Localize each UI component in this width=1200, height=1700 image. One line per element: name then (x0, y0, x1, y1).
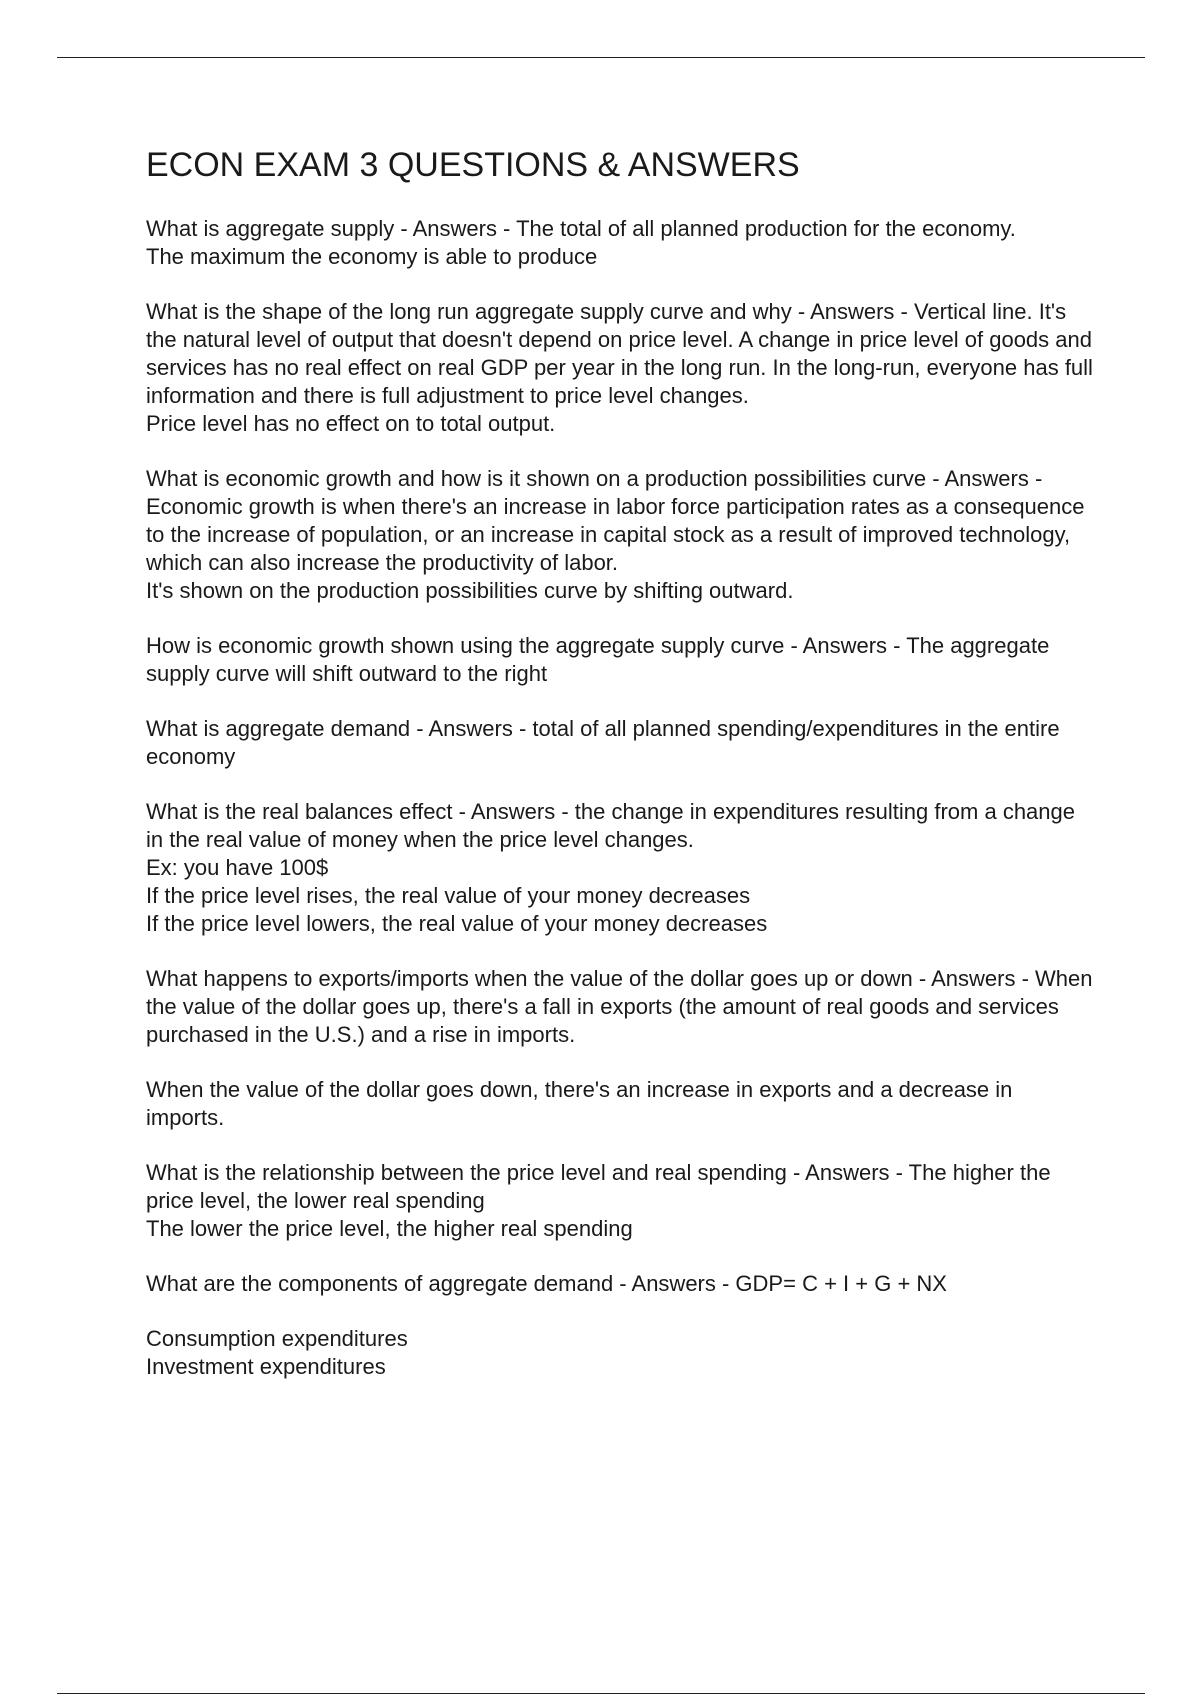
qa-text: Ex: you have 100$ (146, 855, 329, 880)
qa-text: What is aggregate supply - Answers - The total of all planned production for the economy. (146, 216, 1016, 241)
qa-block (146, 1076, 1096, 1132)
qa-text: The lower the price level, the higher real spending (146, 1216, 633, 1241)
qa-block (146, 215, 1096, 271)
top-rule (57, 57, 1145, 58)
qa-text: What is economic growth and how is it shown on a production possibilities curve - Answers - Economic growth is when there's an increase in labor force participation rates as a consequence to the increase of population, or an increase in capital stock as a result of improved technology, which can also increase the productivity of labor. (146, 466, 1085, 575)
qa-text: Consumption expenditures (146, 1326, 408, 1351)
qa-text: What are the components of aggregate demand - Answers - GDP= C + I + G + NX (146, 1271, 947, 1296)
qa-block (146, 1325, 1096, 1381)
qa-text: If the price level rises, the real value of your money decreases (146, 883, 751, 908)
qa-text: How is economic growth shown using the aggregate supply curve - Answers - The aggregate supply curve will shift outward to the right (146, 633, 1050, 686)
qa-text: What is the shape of the long run aggregate supply curve and why - Answers - Vertical line. It's the natural level of output that doesn't depend on price level. A change in price level of goods and services has no real effect on real GDP per year in the long run. In the long-run, everyone has full information and there is full adjustment to price level changes. (146, 299, 1093, 408)
qa-text: What is the relationship between the price level and real spending - Answers - The higher the price level, the lower real spending (146, 1160, 1051, 1213)
qa-block (146, 465, 1096, 605)
qa-text: What is the real balances effect - Answers - the change in expenditures resulting from a change in the real value of money when the price level changes. (146, 799, 1075, 852)
qa-text: What is aggregate demand - Answers - total of all planned spending/expenditures in the entire economy (146, 716, 1060, 769)
qa-text: If the price level lowers, the real value of your money decreases (146, 911, 768, 936)
qa-text: Investment expenditures (146, 1354, 386, 1379)
qa-text: When the value of the dollar goes down, there's an increase in exports and a decrease in imports. (146, 1077, 1013, 1130)
qa-block (146, 298, 1096, 438)
qa-text: It's shown on the production possibilities curve by shifting outward. (146, 578, 794, 603)
qa-block (146, 1159, 1096, 1243)
qa-block (146, 632, 1096, 688)
qa-block (146, 715, 1096, 771)
qa-text: Price level has no effect on to total output. (146, 411, 556, 436)
qa-block (146, 965, 1096, 1049)
document-body (146, 143, 1096, 1408)
qa-text: The maximum the economy is able to produce (146, 244, 598, 269)
qa-text: What happens to exports/imports when the value of the dollar goes up or down - Answers - When the value of the dollar goes up, there's a fall in exports (the amount of real goods and services purchased in the U.S.) and a rise in imports. (146, 966, 1093, 1047)
bottom-rule (57, 1693, 1145, 1694)
document-title: ECON EXAM 3 QUESTIONS & ANSWERS (146, 146, 800, 184)
qa-block (146, 1270, 1096, 1298)
qa-block (146, 798, 1096, 938)
